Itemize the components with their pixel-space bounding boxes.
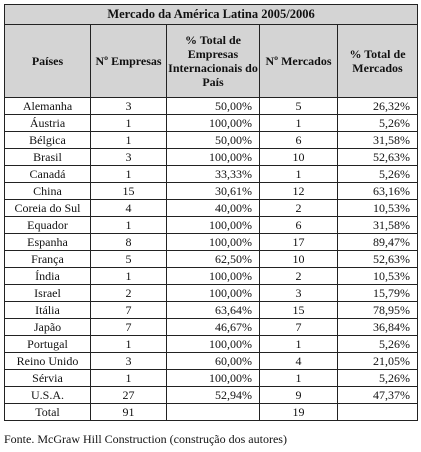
table-header-row — [5, 25, 418, 98]
cell-pct-empresas: 50,00% — [167, 98, 260, 115]
cell-pct-empresas: 100,00% — [167, 234, 260, 251]
cell-country: Equador — [5, 217, 91, 234]
cell-pct-mercados: 26,32% — [338, 98, 418, 115]
source-note: Fonte. McGraw Hill Construction (construção dos autores) — [4, 432, 287, 446]
table-body — [5, 98, 418, 421]
cell-country: Israel — [5, 285, 91, 302]
cell-pct-empresas: 100,00% — [167, 115, 260, 132]
table-row — [5, 370, 418, 387]
cell-pct-mercados: 10,53% — [338, 200, 418, 217]
table-row — [5, 336, 418, 353]
cell-country: Índia — [5, 268, 91, 285]
cell-num-empresas: 1 — [91, 370, 167, 387]
cell-num-empresas: 15 — [91, 183, 167, 200]
cell-num-mercados: 3 — [260, 285, 338, 302]
cell-pct-empresas: 50,00% — [167, 132, 260, 149]
cell-num-empresas: 3 — [91, 353, 167, 370]
cell-num-empresas: 91 — [91, 404, 167, 421]
cell-pct-mercados: 89,47% — [338, 234, 418, 251]
table-row — [5, 285, 418, 302]
cell-num-empresas: 8 — [91, 234, 167, 251]
table-row — [5, 268, 418, 285]
table-row — [5, 302, 418, 319]
table-row — [5, 251, 418, 268]
total-row — [5, 404, 418, 421]
header-num-empresas: Nº Empresas — [91, 25, 167, 98]
table-row — [5, 387, 418, 404]
table-row — [5, 353, 418, 370]
table-row — [5, 200, 418, 217]
cell-num-mercados: 10 — [260, 149, 338, 166]
cell-pct-empresas — [167, 404, 260, 421]
cell-pct-mercados: 31,58% — [338, 132, 418, 149]
cell-num-mercados: 1 — [260, 370, 338, 387]
cell-num-mercados: 7 — [260, 319, 338, 336]
cell-pct-mercados: 52,63% — [338, 251, 418, 268]
cell-num-mercados: 5 — [260, 98, 338, 115]
cell-country: Reino Unido — [5, 353, 91, 370]
cell-num-mercados: 6 — [260, 132, 338, 149]
cell-pct-empresas: 63,64% — [167, 302, 260, 319]
cell-country: Sérvia — [5, 370, 91, 387]
cell-pct-empresas: 100,00% — [167, 336, 260, 353]
cell-pct-empresas: 46,67% — [167, 319, 260, 336]
cell-country: Japão — [5, 319, 91, 336]
cell-pct-mercados: 5,26% — [338, 336, 418, 353]
cell-country: Espanha — [5, 234, 91, 251]
cell-pct-mercados: 21,05% — [338, 353, 418, 370]
cell-num-empresas: 1 — [91, 115, 167, 132]
cell-pct-mercados: 47,37% — [338, 387, 418, 404]
cell-pct-mercados: 63,16% — [338, 183, 418, 200]
cell-country: Itália — [5, 302, 91, 319]
cell-country: Alemanha — [5, 98, 91, 115]
cell-pct-empresas: 100,00% — [167, 370, 260, 387]
cell-country: Portugal — [5, 336, 91, 353]
header-pct-mercados: % Total de Mercados — [338, 25, 418, 98]
cell-pct-empresas: 60,00% — [167, 353, 260, 370]
cell-num-mercados: 1 — [260, 336, 338, 353]
cell-num-empresas: 2 — [91, 285, 167, 302]
cell-num-mercados: 12 — [260, 183, 338, 200]
cell-num-empresas: 27 — [91, 387, 167, 404]
table-title-row — [5, 5, 418, 25]
cell-country: China — [5, 183, 91, 200]
cell-pct-mercados: 5,26% — [338, 370, 418, 387]
table-row — [5, 183, 418, 200]
cell-pct-mercados: 5,26% — [338, 166, 418, 183]
cell-country: Áustria — [5, 115, 91, 132]
cell-num-empresas: 1 — [91, 217, 167, 234]
cell-pct-empresas: 62,50% — [167, 251, 260, 268]
header-paises: Países — [5, 25, 91, 98]
cell-pct-mercados: 15,79% — [338, 285, 418, 302]
cell-pct-mercados: 78,95% — [338, 302, 418, 319]
table-row — [5, 132, 418, 149]
table-row — [5, 319, 418, 336]
cell-num-mercados: 19 — [260, 404, 338, 421]
table-title: Mercado da América Latina 2005/2006 — [5, 5, 418, 25]
cell-pct-empresas: 52,94% — [167, 387, 260, 404]
cell-num-mercados: 17 — [260, 234, 338, 251]
cell-num-empresas: 5 — [91, 251, 167, 268]
table-row — [5, 115, 418, 132]
cell-country: Brasil — [5, 149, 91, 166]
cell-num-empresas: 7 — [91, 302, 167, 319]
cell-pct-mercados: 10,53% — [338, 268, 418, 285]
table-row — [5, 149, 418, 166]
cell-num-mercados: 6 — [260, 217, 338, 234]
cell-num-empresas: 3 — [91, 98, 167, 115]
table-row — [5, 234, 418, 251]
cell-country: Total — [5, 404, 91, 421]
cell-num-empresas: 1 — [91, 336, 167, 353]
cell-pct-empresas: 30,61% — [167, 183, 260, 200]
cell-pct-mercados: 5,26% — [338, 115, 418, 132]
table-row — [5, 166, 418, 183]
cell-country: França — [5, 251, 91, 268]
cell-country: Bélgica — [5, 132, 91, 149]
cell-num-mercados: 9 — [260, 387, 338, 404]
cell-pct-mercados: 36,84% — [338, 319, 418, 336]
cell-num-mercados: 15 — [260, 302, 338, 319]
cell-pct-mercados — [338, 404, 418, 421]
cell-country: Coreia do Sul — [5, 200, 91, 217]
cell-pct-empresas: 100,00% — [167, 217, 260, 234]
cell-pct-empresas: 40,00% — [167, 200, 260, 217]
cell-num-mercados: 4 — [260, 353, 338, 370]
cell-num-empresas: 4 — [91, 200, 167, 217]
cell-num-mercados: 10 — [260, 251, 338, 268]
market-table — [4, 4, 418, 421]
cell-pct-empresas: 33,33% — [167, 166, 260, 183]
table-row — [5, 217, 418, 234]
cell-country: U.S.A. — [5, 387, 91, 404]
cell-pct-empresas: 100,00% — [167, 149, 260, 166]
cell-num-mercados: 1 — [260, 115, 338, 132]
cell-num-empresas: 3 — [91, 149, 167, 166]
cell-num-empresas: 7 — [91, 319, 167, 336]
cell-num-empresas: 1 — [91, 268, 167, 285]
cell-num-empresas: 1 — [91, 132, 167, 149]
cell-pct-empresas: 100,00% — [167, 285, 260, 302]
header-pct-empresas: % Total de Empresas Internacionais do País — [167, 25, 260, 98]
cell-pct-empresas: 100,00% — [167, 268, 260, 285]
header-num-mercados: Nº Mercados — [260, 25, 338, 98]
table-row — [5, 98, 418, 115]
cell-num-mercados: 2 — [260, 268, 338, 285]
cell-num-mercados: 2 — [260, 200, 338, 217]
cell-num-empresas: 1 — [91, 166, 167, 183]
cell-country: Canadá — [5, 166, 91, 183]
cell-pct-mercados: 31,58% — [338, 217, 418, 234]
cell-num-mercados: 1 — [260, 166, 338, 183]
cell-pct-mercados: 52,63% — [338, 149, 418, 166]
